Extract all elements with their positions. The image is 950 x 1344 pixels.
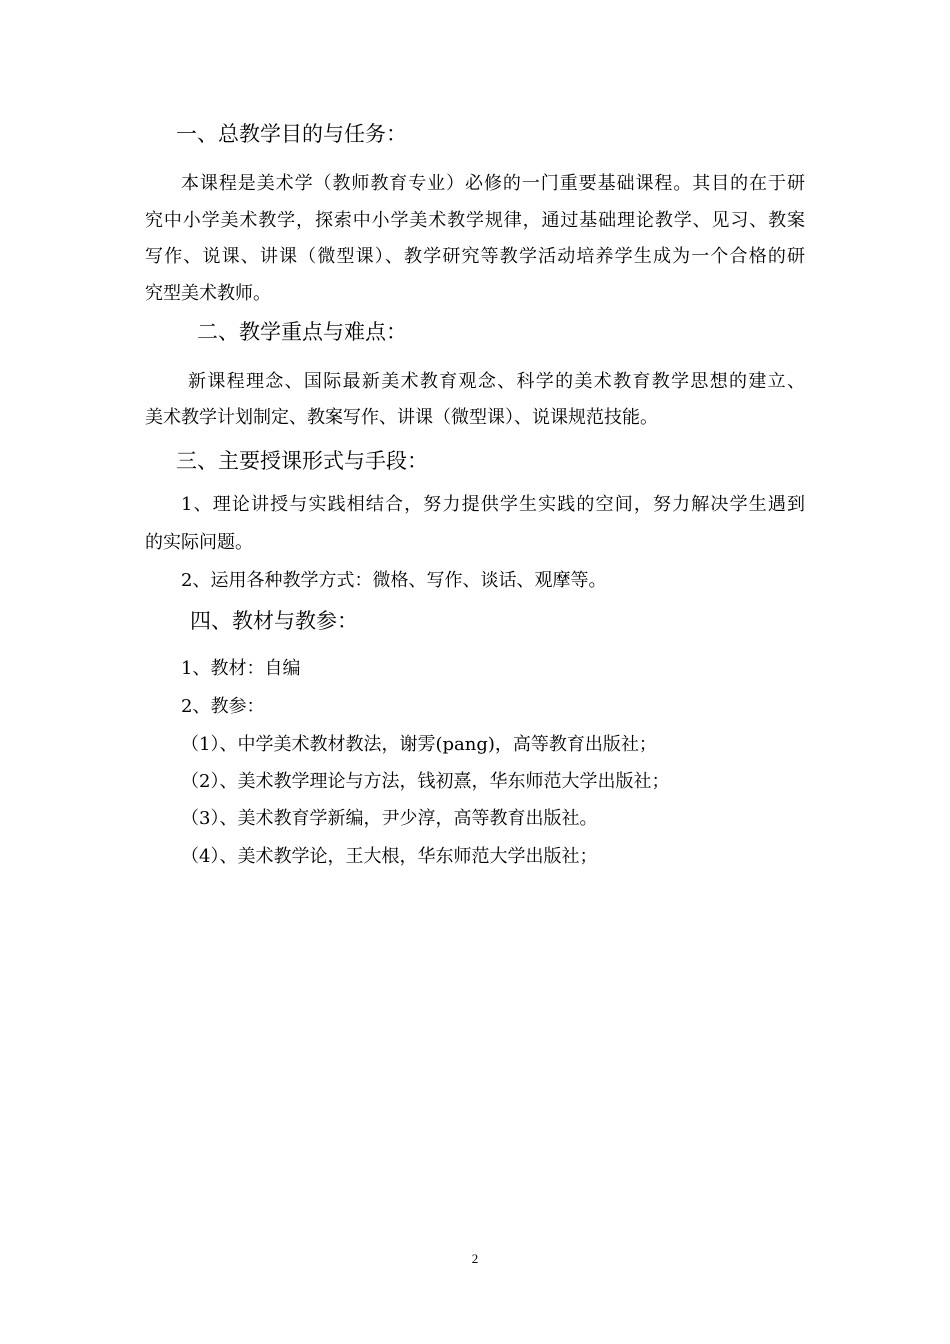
paragraph-line: 1、理论讲授与实践相结合，努力提供学生实践的空间，努力解决学生遇到 — [181, 494, 805, 515]
reference-item: （2）、美术教学理论与方法，钱初熹，华东师范大学出版社； — [181, 771, 670, 792]
paragraph-line: 新课程理念、国际最新美术教育观念、科学的美术教育教学思想的建立、 — [188, 371, 805, 392]
paragraph-line: 美术教学计划制定、教案写作、讲课（微型课）、说课规范技能。 — [145, 407, 658, 428]
reference-item: （1）、中学美术教材教法，谢雱(pang)，高等教育出版社； — [181, 734, 657, 755]
list-item: 2、教参： — [181, 696, 265, 717]
paragraph-line: 的实际问题。 — [145, 532, 253, 553]
paragraph-line: 2、运用各种教学方式：微格、写作、谈话、观摩等。 — [181, 570, 607, 591]
reference-item: （4）、美术教学论，王大根，华东师范大学出版社； — [181, 846, 598, 867]
section-heading-key-points: 二、教学重点与难点： — [197, 320, 407, 344]
paragraph-line: 写作、说课、讲课（微型课）、教学研究等教学活动培养学生成为一个合格的研 — [145, 246, 805, 267]
reference-item: （3）、美术教育学新编，尹少淳，高等教育出版社。 — [181, 808, 598, 829]
list-item: 1、教材：自编 — [181, 658, 301, 679]
paragraph-line: 究型美术教师。 — [145, 283, 271, 304]
paragraph-line: 本课程是美术学（教师教育专业）必修的一门重要基础课程。其目的在于研 — [181, 173, 805, 194]
section-heading-textbooks: 四、教材与教参： — [190, 609, 358, 633]
section-heading-objectives: 一、总教学目的与任务： — [176, 122, 407, 146]
page-number: 2 — [471, 1251, 479, 1266]
paragraph-line: 究中小学美术教学，探索中小学美术教学规律，通过基础理论教学、见习、教案 — [145, 210, 805, 231]
section-heading-teaching-methods: 三、主要授课形式与手段： — [176, 449, 428, 473]
